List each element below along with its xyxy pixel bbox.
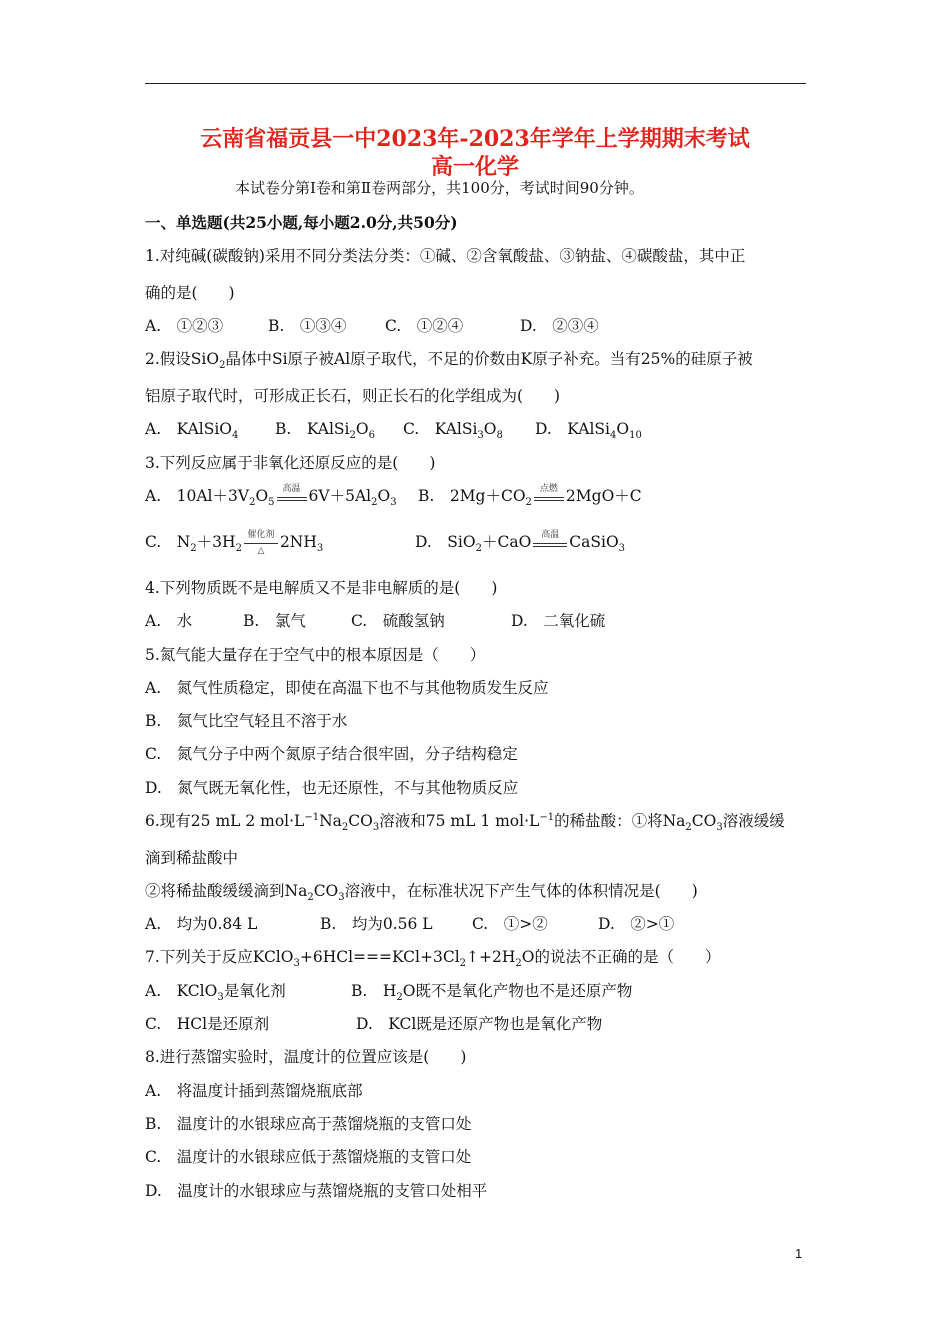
q6-stem-line2: 滴到稀盐酸中 (145, 849, 239, 867)
q3-option-c: C. $N_2+3H_2$ 催化剂 △ $2NH_3$ (145, 530, 324, 556)
q4-option-a: A. 水 (145, 612, 193, 630)
q3-option-d: D. SiO$_2$＋CaO 高温 CaSiO$_3$ (415, 530, 626, 555)
q7-option-b: B. $H_2O$既不是氧化产物也不是还原产物 (351, 982, 633, 1004)
q2-option-a: A. KAlSiO$_4$ (145, 420, 239, 442)
q5-option-a: A. 氮气性质稳定，即使在高温下也不与其他物质发生反应 (145, 679, 549, 697)
q2-stem-line2: 铝原子取代时，可形成正长石，则正长石的化学组成为( ) (145, 387, 561, 405)
q5-stem: 5.氮气能大量存在于空气中的根本原因是（ ） (145, 646, 486, 664)
page-number: 1 (795, 1246, 803, 1261)
q5-option-d: D. 氮气既无氧化性，也无还原性，不与其他物质反应 (145, 779, 519, 797)
q3-option-b: B. $2Mg+CO_2$ 点燃 2MgO＋C (418, 484, 642, 509)
q8-option-d: D. 温度计的水银球应与蒸馏烧瓶的支管口处相平 (145, 1182, 488, 1200)
q4-option-d: D. 二氧化硫 (511, 612, 606, 630)
q3-stem: 3.下列反应属于非氧化还原反应的是( ) (145, 454, 436, 472)
q2-stem-line1: 2.假设SiO$_2$晶体中Si原子被Al原子取代，不足的价数由K原子补充。当有25%的硅原子被 (145, 350, 753, 372)
q3-option-a: A. $10Al+3V_2O_5$ 高温 $6V+5Al_2O_3$ (145, 484, 397, 509)
q6-option-a: A. 均为0.84 L (145, 915, 258, 933)
q5-option-c: C. 氮气分子中两个氮原子结合很牢固，分子结构稳定 (145, 745, 518, 763)
q4-stem: 4.下列物质既不是电解质又不是非电解质的是( ) (145, 579, 498, 597)
q1-stem-line2: 确的是( ) (145, 284, 235, 302)
q6-stem-line3: ②将稀盐酸缓缓滴到$Na_2CO_3$溶液中，在标准状况下产生气体的体积情况是( ) (145, 882, 698, 904)
q8-option-c: C. 温度计的水银球应低于蒸馏烧瓶的支管口处 (145, 1148, 472, 1166)
q3-options-row2 (145, 530, 625, 554)
q7-option-c: C. HCl是还原剂 (145, 1015, 270, 1033)
q6-option-c: C. ①>② (472, 915, 548, 933)
q5-option-b: B. 氮气比空气轻且不溶于水 (145, 712, 348, 730)
q7-options-row1 (145, 979, 632, 1003)
exam-intro: 本试卷分第Ⅰ卷和第Ⅱ卷两部分，共100分，考试时间90分钟。 (235, 179, 644, 197)
q2-option-c: C. $KAlSi_3O_8$ (403, 420, 503, 442)
q4-option-c: C. 硫酸氢钠 (351, 612, 445, 630)
exam-title: 云南省福贡县一中2023年-2023年学年上学期期末考试 (200, 126, 750, 152)
q1-option-b: B. ①③④ (268, 317, 347, 335)
section-heading: 一、单选题(共25小题,每小题2.0分,共50分) (145, 213, 458, 232)
q1-stem-line1: 1.对纯碱(碳酸钠)采用不同分类法分类：①碱、②含氧酸盐、③钠盐、④碳酸盐，其中正 (145, 247, 746, 265)
header-rule (145, 83, 806, 84)
q8-stem: 8.进行蒸馏实验时，温度计的位置应该是( ) (145, 1048, 467, 1066)
q7-option-d: D. KCl既是还原产物也是氧化产物 (356, 1015, 603, 1033)
q6-stem-line1: 6.现有25 mL 2 $mol\cdot L^{-1}Na_2CO_3$溶液和75 mL 1 $mol\cdot L^{-1}$的稀盐酸：①将$Na_2CO_3$溶液缓缓 (145, 811, 785, 834)
q2-option-d: D. $KAlSi_4O_{10}$ (535, 420, 642, 442)
q7-option-a: A. KClO$_3$是氧化剂 (145, 982, 286, 1004)
q4-option-b: B. 氯气 (243, 612, 306, 630)
q2-options (145, 417, 642, 441)
q4-options (145, 609, 605, 631)
q6-options (145, 912, 674, 934)
q1-option-c: C. ①②④ (385, 317, 464, 335)
q8-option-b: B. 温度计的水银球应高于蒸馏烧瓶的支管口处 (145, 1115, 472, 1133)
q6-option-d: D. ②>① (598, 915, 675, 933)
q2-option-b: B. $KAlSi_2O_6$ (275, 420, 375, 442)
q7-stem: 7.下列关于反应$KClO_3+6HCl===KCl+3Cl_2↑+2H_2O$的说法不正确的是（ ） (145, 948, 721, 970)
q1-option-a: A. ①②③ (145, 317, 224, 335)
q6-option-b: B. 均为0.56 L (320, 915, 433, 933)
q3-options-row1 (145, 484, 642, 508)
exam-subject: 高一化学 (430, 154, 519, 180)
q8-option-a: A. 将温度计插到蒸馏烧瓶底部 (145, 1082, 363, 1100)
q1-option-d: D. ②③④ (520, 317, 599, 335)
q1-options (145, 314, 599, 336)
q7-options-row2 (145, 1012, 602, 1034)
